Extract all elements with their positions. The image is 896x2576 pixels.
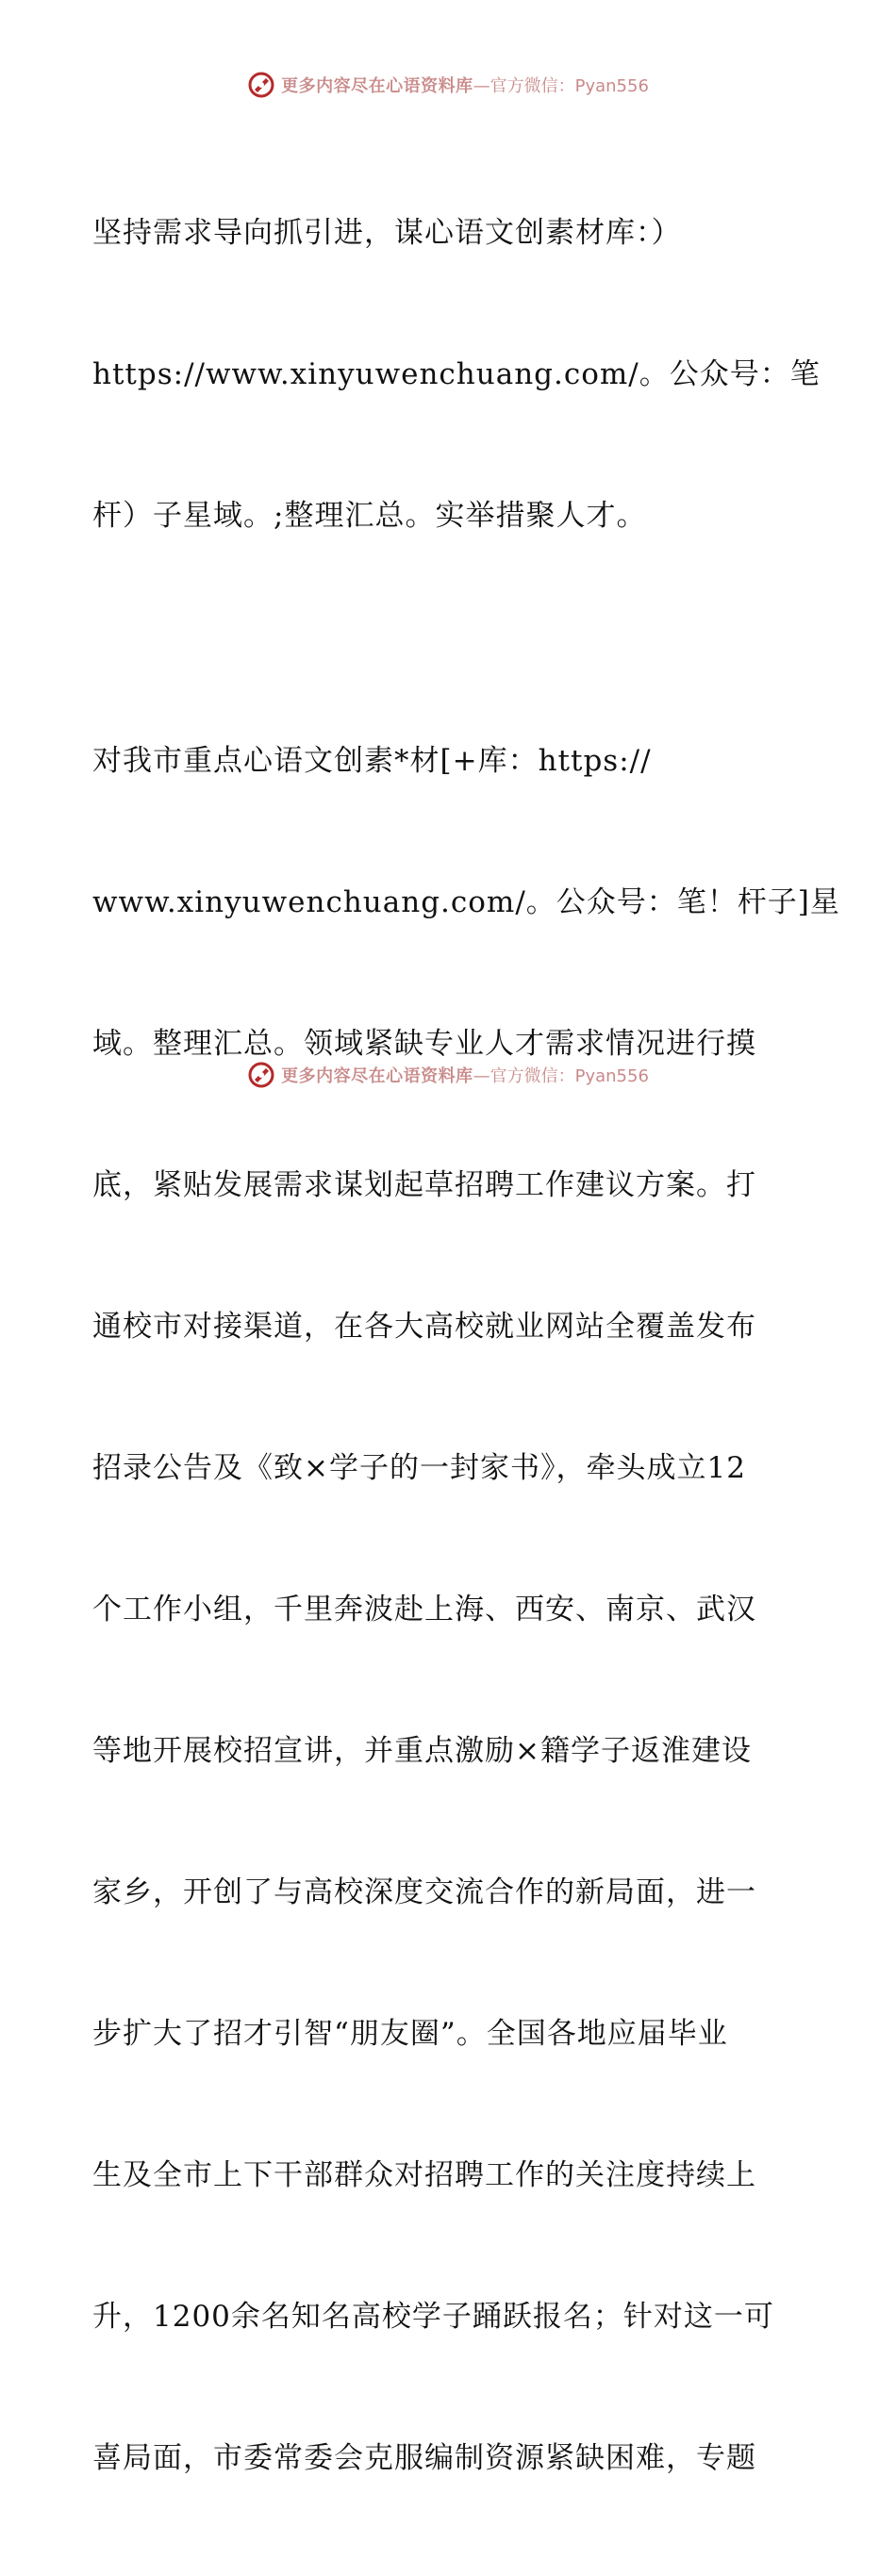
text-line: 步扩大了招才引智“朋友圈”。全国各地应届毕业 [92, 2017, 728, 2051]
text-line: 杆）子星域。;整理汇总。实举措聚人才。 [92, 499, 647, 533]
paragraph-2 [92, 643, 840, 2576]
text-line: 通校市对接渠道，在各大高校就业网站全覆盖发布 [92, 1310, 756, 1344]
text-line: 招录公告及《致×学子的一封家书》，牵头成立12 [92, 1451, 746, 1485]
document-body [92, 115, 840, 2576]
text-line: 等地开展校招宣讲，并重点激励×籍学子返淮建设 [92, 1734, 752, 1768]
text-line: 个工作小组，千里奔波赴上海、西安、南京、武汉 [92, 1593, 756, 1627]
text-line: https://www.xinyuwenchuang.com/。公众号：笔 [92, 357, 821, 391]
header-watermark [0, 66, 896, 104]
watermark-sub-text: —官方微信：Pyan556 [473, 76, 649, 96]
text-line: 对我市重点心语文创素*材[+库：https:// [92, 744, 652, 778]
watermark-sub-text: —官方微信：Pyan556 [473, 1066, 649, 1086]
paragraph-1 [92, 115, 821, 634]
watermark-main-text: 更多内容尽在心语资料库 [281, 76, 473, 96]
logo-icon [247, 1061, 275, 1089]
text-line: 升，1200余名知名高校学子踊跃报名；针对这一可 [92, 2300, 774, 2334]
text-line: 域。整理汇总。领域紧缺专业人才需求情况进行摸 [92, 1027, 756, 1061]
text-line: 底，紧贴发展需求谋划起草招聘工作建议方案。打 [92, 1168, 756, 1202]
text-line: 喜局面，市委常委会克服编制资源紧缺困难，专题 [92, 2441, 756, 2475]
text-line: 生及全市上下干部群众对招聘工作的关注度持续上 [92, 2158, 756, 2192]
text-line: 家乡，开创了与高校深度交流合作的新局面，进一 [92, 1875, 756, 1909]
text-line: 坚持需求导向抓引进，谋心语文创素材库：） [92, 216, 682, 250]
text-line: www.xinyuwenchuang.com/。公众号：笔！杆子]星 [92, 885, 840, 919]
footer-watermark [0, 1056, 896, 1094]
watermark-main-text: 更多内容尽在心语资料库 [281, 1066, 473, 1086]
logo-icon [247, 71, 275, 99]
